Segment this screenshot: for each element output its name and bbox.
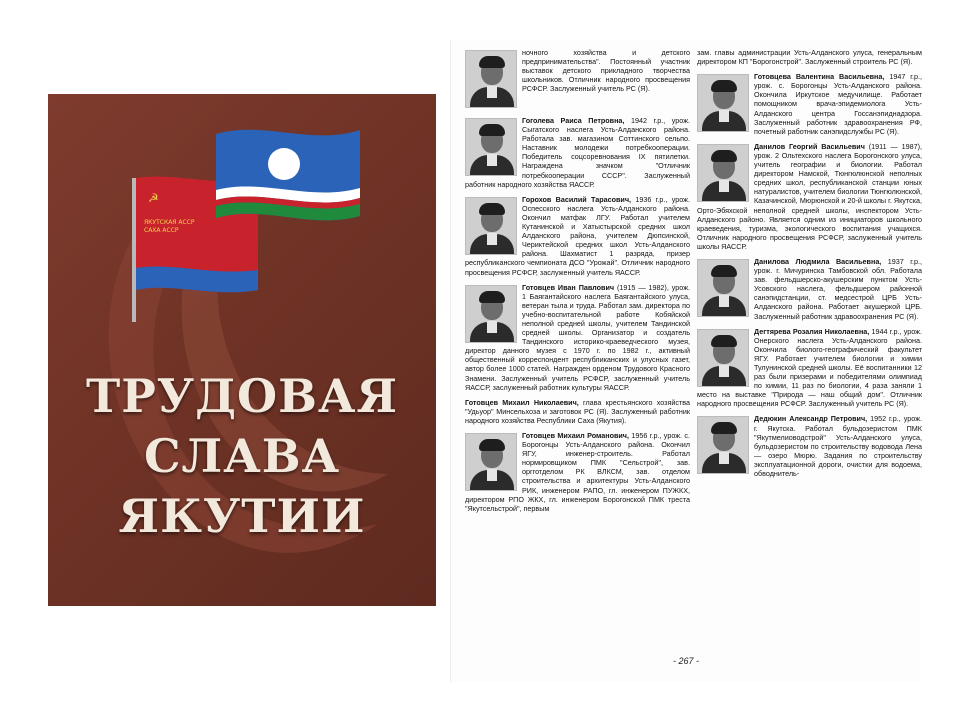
person-name: Готовцев Иван Павлович [522,282,615,292]
portrait-photo [465,285,517,343]
bio-entry [697,414,922,478]
left-column [465,48,690,519]
bio-description: (1911 — 1987), урож. 2 Ольтехского наслега Борогонского улуса, учитель географии и биологии. Работал директором Намской, Тюнгюлюнской неполных средних школ, республиканской станции юных натуралистов, учителем биологии Тюнгюлюнской, Казачинской, Мюрюнской и 20-й школы г. Якутска, Орто-Эбяхской неполной средней школы, инспектором Усть-Алданского районо. Является одним из инициаторов школьного краеведения, туризма, экологического воспитания учащихся. Отличник народного просвещения РСФСР, заслуженный учитель школы ЯАССР. [697,141,922,251]
person-name: Данилов Георгий Васильевич [754,141,865,151]
cover-title-line-3: ЯКУТИИ [118,489,366,543]
bio-text [697,48,922,66]
cover-title-line-1: ТРУДОВАЯ [85,369,399,423]
yakutia-flag-icon [214,124,362,236]
portrait-photo [465,118,517,176]
portrait-photo [697,74,749,132]
portrait-photo [697,329,749,387]
person-name: Дедюкин Александр Петрович, [754,414,868,424]
portrait-photo [465,50,517,108]
person-name: Горохов Василий Тарасович, [522,194,632,204]
bio-entry [697,48,922,66]
svg-text:ЯКУТСКАЯ АССР: ЯКУТСКАЯ АССР [144,219,195,226]
bio-entry [465,48,690,110]
bio-entry [697,257,922,321]
bio-entry [465,195,690,277]
bio-entry [465,398,690,425]
person-name: Дегтярева Розалия Николаевна, [754,326,870,336]
page-number: - 267 - [672,656,699,666]
bio-text [465,398,690,425]
book-cover [48,94,436,606]
bio-description: глава крестьянского хозяйства "Удьуор" Минсельхоза и заготовок РС (Я). Заслуженный работник народного хозяйства Республики Саха (Якутия). [465,397,690,425]
person-name: Гоголева Раиса Петровна, [522,116,625,125]
bio-description: 1937 г.р., урож. г. Мичуринска Тамбовской обл. Работала зав. фельдшерско-акушерским пунктом Усть-Усовского наслега, фельдшером районной санэпидстанции, ст. медсестрой ЦРБ Усть-Алданского района. Работает акушеркой ЦРБ. Заслуженный работник здравоохранения РС (Я). [754,256,922,321]
bio-entry [697,142,922,251]
right-column [697,48,922,484]
portrait-photo [697,259,749,317]
person-name: Данилова Людмила Васильевна, [754,256,882,266]
portrait-photo [697,144,749,202]
portrait-photo [697,416,749,474]
person-name: Готовцев Михаил Николаевич, [465,397,579,407]
bio-description: зам. главы администрации Усть-Алданского улуса, генеральным директором КП "Борогонстрой". Заслуженный строитель РС (Я). [697,48,922,67]
portrait-photo [465,433,517,491]
bio-entry [465,116,690,189]
bio-description: (1915 — 1982), урож. 1 Баягантайского наслега Баягантайского улуса, ветеран тыла и труда. Работал зам. директора по учебно-воспитательной работе Кобяйской неполной средней школы, учителем Тандинской средней школы. Организатор и создатель Тандинского историко-краеведческого музея, директор данного музея с 1970 г. по 1982 г., активный общественный корреспондент республиканских и улусных газет, автор более 1000 статей. Награжден орденом Трудового Красного Знамени. Заслуженный учитель РСФСР, заслуженный учитель ЯАССР, заслуженный работник культуры ЯАССР. [465,282,690,392]
svg-text:САХА АССР: САХА АССР [144,227,179,234]
bio-description: 1942 г.р., урож. Сыгатского наслега Усть-Алданского района. Работала зав. магазином Соттинского сельпо. Наставник молодежи потребкооперации. Победитель соцсоревнования IX пятилетки. Награждена значком "Отличник потребкооперации СССР". Заслуженный работник народного хозяйства ЯАССР. [465,116,690,189]
bio-description: ночного хозяйства и детского предпринимательства". Постоянный участник выставок детского прикладного творчества школьников. Отличник народного просвещения РСФСР. Заслуженный учитель РС (Я). [522,48,690,94]
bio-description: 1956 г.р., урож. с. Борогонцы Усть-Алданского района. Окончил ЯГУ, инженер-строитель. Работал нормировщиком ПМК "Сельстрой", зав. оргготделом РК ВЛКСМ, зав. отделом строительства и архитектуры Усть-Алданского РИК, инженером РАПО, гл. инженером ПУЖКХ, директором РПО ЖКХ, гл. инженером Борогонской ПМК треста "Якутсельстрой", первым [465,431,690,513]
bio-entry [465,283,690,392]
bio-description: 1947 г.р., урож. с. Борогонцы Усть-Алданского района. Окончила Иркутское медучилище. Работает помощником врача-эпидемиолога Усть-Алданского центра Госсанэпиднадзора. Заслуженный работник здравоохранения РФ, почетный работник санэпидслужбы РС (Я). [754,72,922,136]
bio-entry [697,327,922,409]
bio-description: 1936 г.р., урож. Оспесского наслега Усть-Алданского района. Окончил матфак ЛГУ. Работал учителем Кутанинской и Хатыстырской средних школ Алданского района, учителем Дюпсинской, Чериктейской средних школ Усть-Алданского района. Шахматист 1 разряда, призер республиканского чемпионата ДСО "Урожай". Отличник народного просвещения РСФСР, заслуженный учитель ЯАССР. [465,194,690,277]
svg-text:☭: ☭ [148,191,159,205]
person-name: Готовцева Валентина Васильевна, [754,72,885,82]
bio-entry [465,431,690,513]
bio-entry [697,72,922,136]
cover-title-line-2: СЛАВА [143,429,341,483]
scanned-page [450,40,920,682]
person-name: Готовцев Михаил Романович, [522,431,629,440]
bio-description: 1952 г.р., урож. г. Якутска. Работал бульдозеристом ПМК "Якутмелиоводстрой" Усть-Алданского улуса, бульдозеристом по строительству водовода Лена — озеро Мюрю. Задания по строительству эксплуатационной дороги, очистки для водоема, обводнитель- [754,414,922,479]
portrait-photo [465,197,517,255]
bio-description: 1944 г.р., урож. Онерского наслега Усть-Алданского района. Окончила биолого-географический факультет ЯГУ. Работает учителем биологии и химии Тулунинской средней школы. Её воспитанники 12 раз были призерами и победителями олимпиад по химии, 11 раз по биологии, 4 раза заняли 1 место на выставке "Природа — наш общий дом". Отличник народного просвещения РСФСР. Заслуженный учитель РС (Я). [697,326,922,409]
